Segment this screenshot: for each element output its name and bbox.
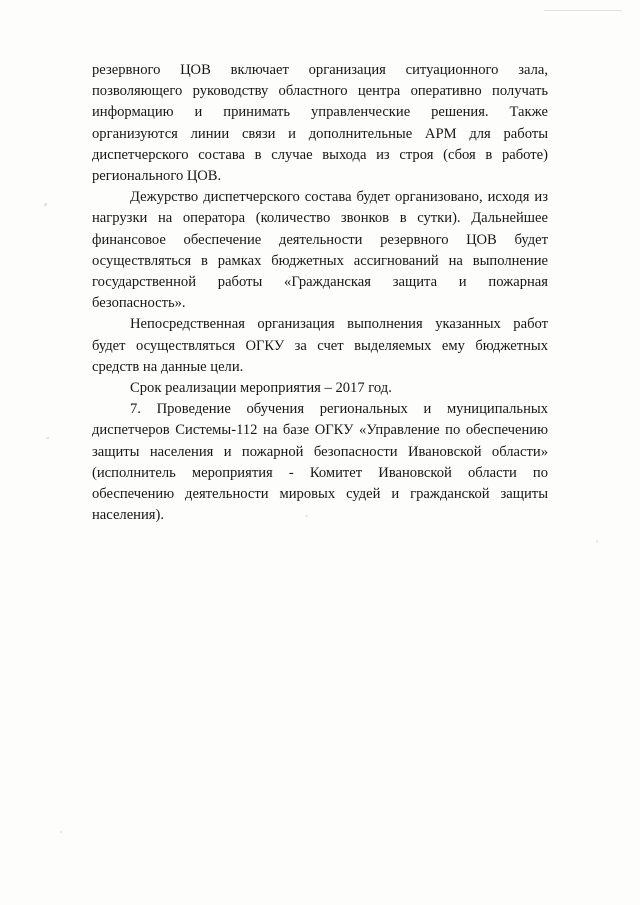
document-text-block (92, 60, 548, 526)
paragraph-duty-roster: Дежурство диспетчерского состава будет организовано, исходя из нагрузки на оператора (количество звонков в сутки). Дальнейшее финансовое обеспечение деятельности резервного ЦОВ будет осуществляться в рамках бюджетных ассигнований на выполнение государственной работы «Гражданская защита и пожарная безопасность». (92, 189, 548, 312)
scan-artifact-left-upper (44, 203, 47, 206)
paragraph-continuation: резервного ЦОВ включает организация ситуационного зала, позволяющего руководству областного центра оперативно получать информацию и принимать управленческие решения. Также организуются линии связи и дополнительные АРМ для работы диспетчерского состава в случае выхода из строя (сбоя в работе) регионального ЦОВ. (92, 62, 548, 185)
paragraph-implementation: Непосредственная организация выполнения указанных работ будет осуществляться ОГКУ за счет выделяемых ему бюджетных средств на данные цели. (92, 316, 548, 375)
paragraph-item-7-training: 7. Проведение обучения региональных и муниципальных диспетчеров Системы-112 на базе ОГКУ «Управление по обеспечению защиты населения и пожарной безопасности Ивановской области» (исполнитель мероприятия - Комитет Ивановской области по обеспечению деятельности мировых судей и гражданской защиты населения). (92, 401, 548, 524)
scan-artifact-left-lower (46, 437, 49, 439)
scan-artifact-top-right (544, 10, 622, 11)
paragraph-deadline: Срок реализации мероприятия – 2017 год. (130, 380, 392, 397)
scan-artifact-right (596, 540, 598, 543)
scan-artifact-bottom (60, 831, 62, 833)
